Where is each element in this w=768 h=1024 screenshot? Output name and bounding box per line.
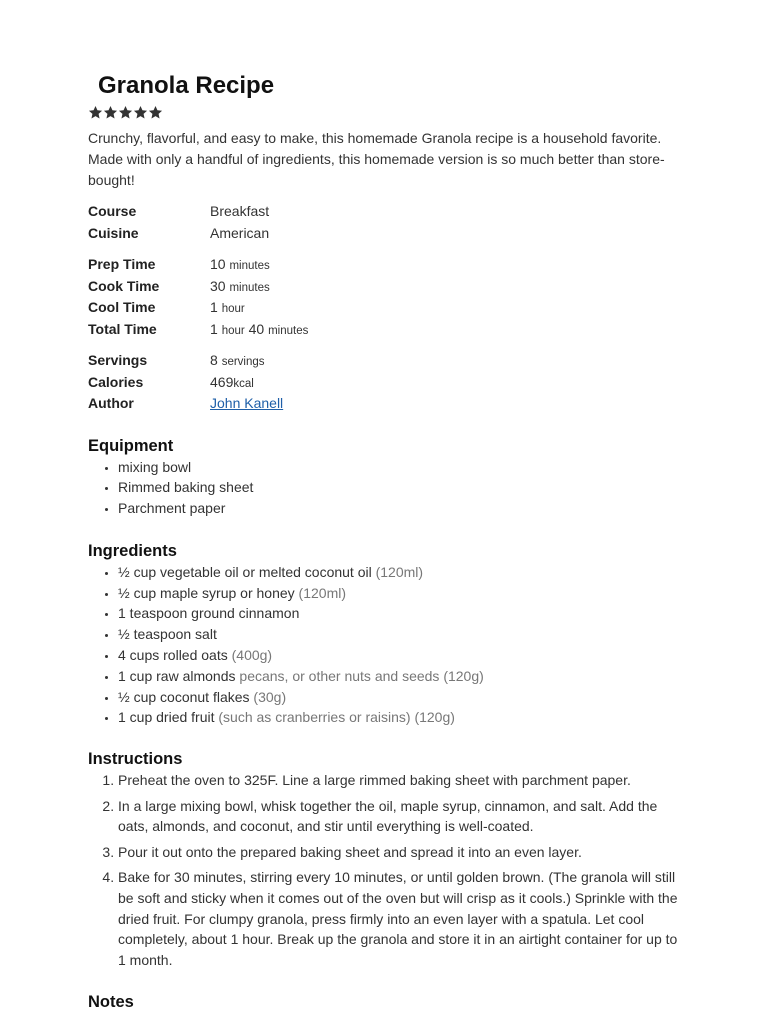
- servings-number[interactable]: 8: [210, 352, 218, 368]
- meta-label: Cuisine: [88, 224, 139, 241]
- instruction-step: 3. Pour it out onto the prepared baking sheet and spread it into an even layer.: [118, 842, 688, 863]
- time-unit: minutes: [268, 324, 309, 337]
- time-unit: minutes: [229, 260, 270, 272]
- meta-servings: [88, 350, 688, 415]
- meta-row-servings: [88, 350, 688, 372]
- ingredient-text: 1 cup dried fruit: [118, 709, 215, 726]
- equipment-item: • Rimmed baking sheet: [118, 477, 688, 498]
- ingredient-note: (120ml): [298, 584, 347, 601]
- meta-value: [210, 254, 270, 276]
- equipment-section: [88, 435, 688, 519]
- recipe-summary: Crunchy, flavorful, and easy to make, this homemade Granola recipe is a household favorite. Made with only a handful of ingredients, this homemade version is so much better than store-bought!: [88, 130, 665, 188]
- ingredient-item: [118, 562, 688, 583]
- meta-row-total-time: [88, 319, 688, 341]
- meta-value: [210, 372, 254, 394]
- meta-value: Breakfast: [210, 203, 270, 219]
- meta-course-cuisine: [88, 201, 688, 244]
- ingredient-text: 1 teaspoon ground cinnamon: [118, 605, 300, 622]
- ingredient-note: (400g): [231, 647, 273, 664]
- time-number: 1: [210, 320, 218, 337]
- time-number: 40: [248, 320, 265, 337]
- time-unit: hour: [221, 303, 245, 315]
- star-icon[interactable]: [148, 105, 163, 120]
- meta-row-cook-time: [88, 276, 688, 298]
- meta-label: Cool Time: [88, 299, 156, 315]
- instruction-step: 4. Bake for 30 minutes, stirring every 10 minutes, or until golden brown. (The granola will still be soft and sticky when it comes out of the oven but will crisp as it cools.) Sprinkle with the dried fruit. For clumpy granola, press firmly into an even layer with a spatula. Let cool completely, about 1 hour. Break up the granola and store it in an airtight container for up to 1 month.: [118, 867, 688, 971]
- calories-number: 469: [210, 373, 234, 390]
- notes-section: [88, 991, 688, 1013]
- equipment-list: [88, 457, 688, 519]
- instruction-step: 2. In a large mixing bowl, whisk together the oil, maple syrup, cinnamon, and salt. Add the oats, almonds, and coconut, and stir until everything is well-coated.: [118, 796, 688, 838]
- meta-value: [210, 319, 308, 341]
- ingredient-item: [118, 707, 688, 728]
- ingredient-note: (30g): [253, 688, 287, 705]
- meta-label: Author: [88, 395, 134, 411]
- meta-row-prep-time: [88, 254, 688, 276]
- meta-row-cool-time: [88, 297, 688, 319]
- ingredient-text: ½ cup coconut flakes: [118, 688, 250, 705]
- meta-row-course: [88, 201, 688, 223]
- ingredient-item: [118, 687, 688, 708]
- meta-label: Servings: [88, 352, 148, 368]
- meta-value: [210, 297, 245, 319]
- instructions-heading: Instructions: [88, 750, 183, 769]
- meta-label: Course: [88, 203, 137, 219]
- time-unit: minutes: [229, 281, 270, 294]
- ingredient-note: (such as cranberries or raisins) (120g): [218, 709, 455, 726]
- meta-label: Cook Time: [88, 277, 160, 294]
- time-number: 10: [210, 256, 226, 272]
- meta-row-author: [88, 393, 688, 415]
- ingredients-section: [88, 540, 688, 728]
- ingredient-item: [118, 645, 688, 666]
- ingredient-text: ½ cup maple syrup or honey: [118, 584, 295, 601]
- ingredient-item: [118, 603, 688, 624]
- ingredients-heading: Ingredients: [88, 541, 177, 560]
- ingredients-list: [88, 562, 688, 728]
- meta-label: Prep Time: [88, 256, 156, 272]
- recipe-card: [88, 70, 688, 1013]
- instructions-section: [88, 748, 688, 971]
- instruction-step: 1. Preheat the oven to 325F. Line a large rimmed baking sheet with parchment paper.: [118, 770, 688, 791]
- recipe-title: Granola Recipe: [98, 72, 275, 99]
- ingredient-item: [118, 583, 688, 604]
- ingredient-item: [118, 624, 688, 645]
- ingredient-text: 4 cups rolled oats: [118, 647, 228, 664]
- ingredient-item: [118, 666, 688, 687]
- ingredient-text: ½ cup vegetable oil or melted coconut oil: [118, 563, 372, 580]
- instructions-list: [88, 770, 688, 971]
- star-icon[interactable]: [118, 105, 133, 120]
- ingredient-text: 1 cup raw almonds: [118, 667, 236, 684]
- star-rating[interactable]: [88, 105, 688, 123]
- meta-row-cuisine: [88, 223, 688, 245]
- meta-value[interactable]: [210, 350, 265, 372]
- star-icon[interactable]: [103, 105, 118, 120]
- meta-label: Total Time: [88, 320, 157, 337]
- time-number: 30: [210, 277, 226, 294]
- meta-value: [210, 276, 270, 298]
- meta-value: American: [210, 224, 270, 241]
- notes-heading: Notes: [88, 993, 134, 1012]
- meta-label: Calories: [88, 373, 144, 390]
- star-icon[interactable]: [88, 105, 103, 120]
- star-icon[interactable]: [133, 105, 148, 120]
- equipment-heading: Equipment: [88, 436, 174, 455]
- equipment-item: • Parchment paper: [118, 498, 688, 519]
- ingredient-text: ½ teaspoon salt: [118, 626, 217, 643]
- ingredient-note: (120ml): [375, 563, 424, 580]
- calories-unit: kcal: [233, 377, 254, 390]
- meta-times: [88, 254, 688, 340]
- ingredient-note: pecans, or other nuts and seeds (120g): [239, 667, 484, 684]
- time-number: 1: [210, 299, 218, 315]
- equipment-item: • mixing bowl: [118, 457, 688, 478]
- author-link[interactable]: John Kanell: [210, 395, 284, 411]
- meta-row-calories: [88, 372, 688, 394]
- servings-unit: servings: [221, 356, 265, 368]
- time-unit: hour: [221, 324, 245, 337]
